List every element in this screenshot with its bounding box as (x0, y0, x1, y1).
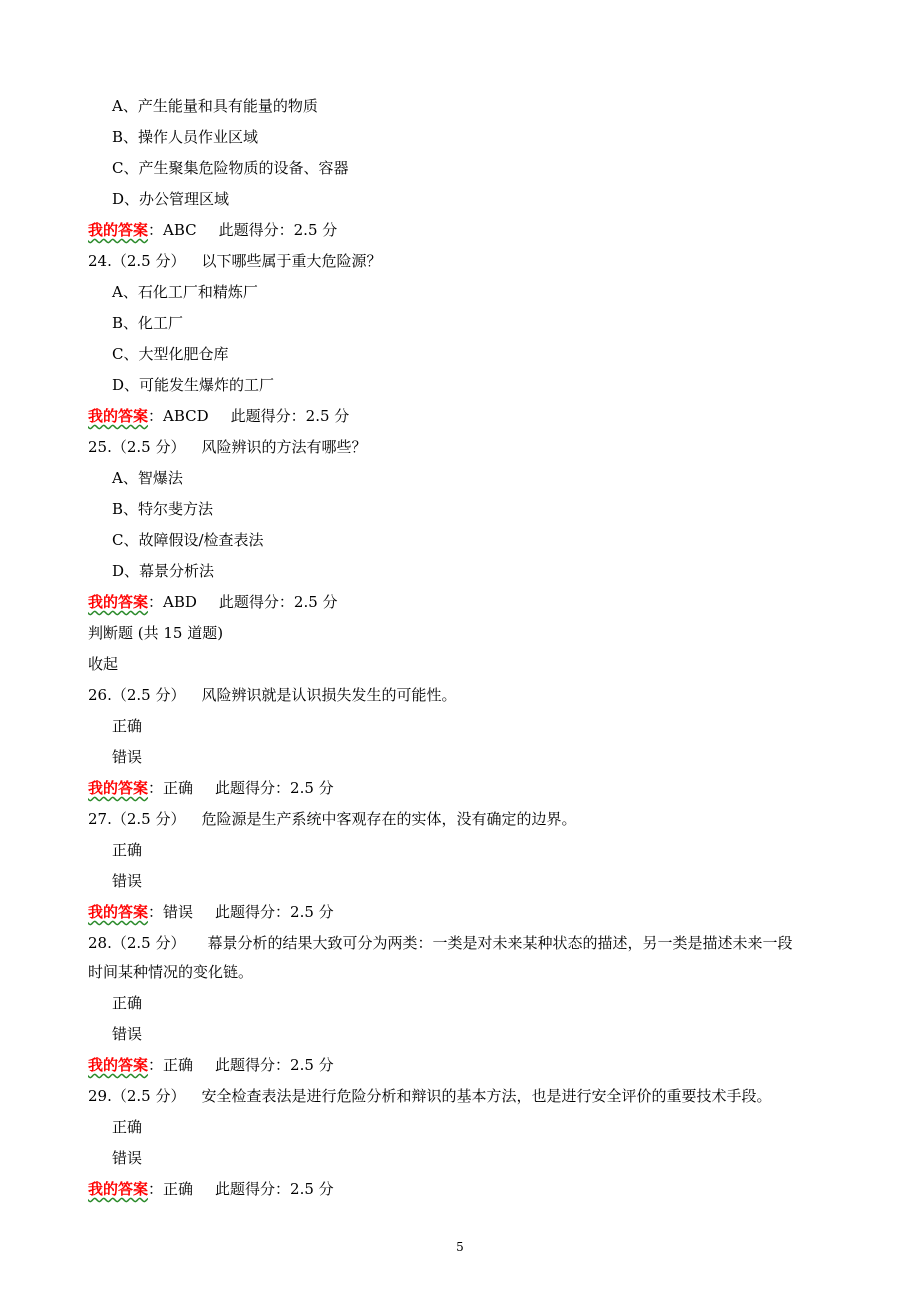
q24-option-b: B、化工厂 (112, 314, 184, 332)
answer-label: 我的答案 (88, 779, 149, 797)
q23-option-b: B、操作人员作业区域 (112, 128, 259, 146)
score-text: 此题得分：2.5 分 (215, 1180, 334, 1198)
q24-option-a: A、石化工厂和精炼厂 (112, 283, 258, 301)
q23-option-c: C、产生聚集危险物质的设备、容器 (112, 159, 349, 177)
q23-answer-row (88, 220, 337, 240)
answer-value: ：正确 (148, 1180, 194, 1198)
answer-value: ：正确 (148, 1056, 194, 1074)
q25-option-b: B、特尔斐方法 (112, 500, 214, 518)
q26-answer-row (88, 778, 334, 798)
question-number: 27.（2.5 分） (88, 810, 186, 828)
q28-question-cont: 时间某种情况的变化链。 (88, 963, 254, 981)
q23-option-d: D、办公管理区域 (112, 190, 230, 208)
answer-label: 我的答案 (88, 407, 149, 425)
q25-option-c: C、故障假设/检查表法 (112, 531, 264, 549)
q23-option-a: A、产生能量和具有能量的物质 (112, 97, 318, 115)
q29-answer-row (88, 1179, 334, 1199)
answer-value: ：ABC (148, 221, 197, 239)
score-text: 此题得分：2.5 分 (215, 903, 334, 921)
question-text: 幕景分析的结果大致可分为两类：一类是对未来某种状态的描述，另一类是描述未来一段 (207, 934, 793, 952)
q27-option-false: 错误 (112, 872, 143, 890)
answer-label: 我的答案 (88, 221, 149, 239)
answer-label: 我的答案 (88, 1180, 149, 1198)
q28-option-false: 错误 (112, 1025, 143, 1043)
answer-value: ：ABCD (148, 407, 209, 425)
question-text: 以下哪些属于重大危险源？ (201, 252, 382, 270)
q24-question (88, 251, 382, 271)
score-text: 此题得分：2.5 分 (215, 779, 334, 797)
answer-label: 我的答案 (88, 903, 149, 921)
question-text: 危险源是生产系统中客观存在的实体，没有确定的边界。 (201, 810, 577, 828)
q25-question (88, 437, 367, 457)
question-number: 29.（2.5 分） (88, 1087, 186, 1105)
answer-value: ：ABD (148, 593, 197, 611)
q28-option-true: 正确 (112, 994, 143, 1012)
q27-option-true: 正确 (112, 841, 143, 859)
question-number: 26.（2.5 分） (88, 686, 186, 704)
answer-label: 我的答案 (88, 1056, 149, 1074)
q25-answer-row (88, 592, 338, 612)
q29-option-false: 错误 (112, 1149, 143, 1167)
question-number: 24.（2.5 分） (88, 252, 186, 270)
section-title: 判断题 (共 15 道题) (88, 624, 224, 642)
q26-option-true: 正确 (112, 717, 143, 735)
answer-label: 我的答案 (88, 593, 149, 611)
q24-option-c: C、大型化肥仓库 (112, 345, 229, 363)
question-number: 28.（2.5 分） (88, 934, 186, 952)
page-number: 5 (456, 1240, 464, 1254)
answer-value: ：错误 (148, 903, 194, 921)
collapse-link[interactable]: 收起 (88, 655, 119, 673)
q29-question (88, 1086, 772, 1106)
score-text: 此题得分：2.5 分 (218, 593, 338, 611)
q28-question (88, 933, 793, 953)
score-text: 此题得分：2.5 分 (230, 407, 350, 425)
answer-value: ：正确 (148, 779, 194, 797)
score-text: 此题得分：2.5 分 (215, 1056, 334, 1074)
q27-answer-row (88, 902, 334, 922)
question-number: 25.（2.5 分） (88, 438, 186, 456)
q26-question (88, 685, 457, 705)
q27-question (88, 809, 577, 829)
question-text: 风险辨识的方法有哪些？ (201, 438, 367, 456)
q25-option-a: A、智爆法 (112, 469, 183, 487)
q25-option-d: D、幕景分析法 (112, 562, 215, 580)
q24-answer-row (88, 406, 349, 426)
score-text: 此题得分：2.5 分 (218, 221, 338, 239)
q26-option-false: 错误 (112, 748, 143, 766)
q24-option-d: D、可能发生爆炸的工厂 (112, 376, 275, 394)
question-text: 安全检查表法是进行危险分析和辩识的基本方法，也是进行安全评价的重要技术手段。 (201, 1087, 772, 1105)
q28-answer-row (88, 1055, 334, 1075)
q29-option-true: 正确 (112, 1118, 143, 1136)
question-text: 风险辨识就是认识损失发生的可能性。 (201, 686, 457, 704)
